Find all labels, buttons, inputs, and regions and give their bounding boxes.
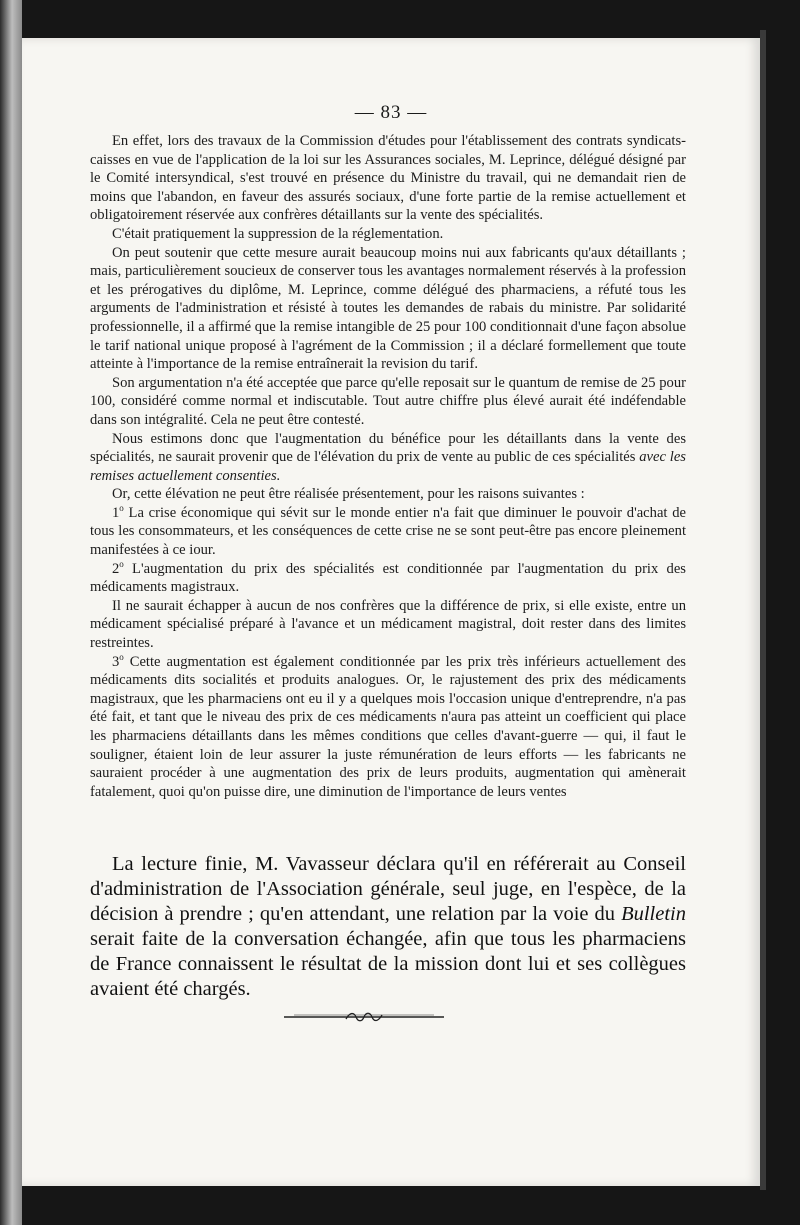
list-item-2-ordinal: o — [119, 558, 124, 569]
list-item-3 — [90, 653, 686, 802]
paragraph-2: C'était pratiquement la suppression de la réglementation. — [112, 225, 444, 242]
closing-text-italic: Bulletin — [621, 903, 686, 925]
list-item-2 — [90, 560, 686, 597]
body-text — [90, 132, 686, 801]
paragraph-1: En effet, lors des travaux de la Commission d'études pour l'établissement des contrats syndicats-caisses en vue de l'application de la loi sur les Assurances sociales, M. Leprince, délégué désigné par le Comité intersyndical, s'est trouvé en présence du Ministre du travail, qui ne demandait rien de moins que l'abandon, en faveur des assurés sociaux, d'une forte partie de la remise actuellement et obligatoirement réservée aux confrères détaillants sur la vente des spécialités. — [90, 133, 686, 224]
page-number: — 83 — — [354, 102, 428, 123]
closing-text-after: serait faite de la conversation échangée, afin que tous les pharmaciens de France connaissent le résultat de la mission dont lui et ses collègues avaient été chargés. — [90, 928, 686, 1000]
previous-page-edge — [0, 0, 22, 1225]
list-item-2-text: L'augmentation du prix des spécialités est conditionnée par l'augmentation du prix des médicaments magistraux. — [90, 560, 686, 596]
list-item-3-ordinal: o — [119, 651, 124, 662]
page-shadow-edge — [760, 30, 766, 1190]
paragraph-4: Son argumentation n'a été acceptée que parce qu'elle reposait sur le quantum de remise de 25 pour 100, considéré comme normal et indiscutable. Tout autre chiffre plus élevé aurait été indéfendable dans son intégralité. Cela ne peut être contesté. — [90, 374, 686, 428]
closing-text-before: La lecture finie, M. Vavasseur déclara qu'il en référerait au Conseil d'administration de l'Association générale, seul juge, en l'espèce, de la décision à prendre ; qu'en attendant, une relation par la voie du — [90, 853, 686, 925]
list-item-3-text: Cette augmentation est également conditionnée par les prix très inférieurs actuellement des médicaments dits socialités et produits analogues. Or, le rajustement des prix des médicaments magistraux, que les pharmaciens ont eu il y a quelques mois l'occasion unique d'entreprendre, n'a pas été fait, et tant que le niveau des prix de ces médicaments n'aura pas atteint un coefficient qui place les pharmaciens détaillants dans les mêmes conditions que celles d'avant-guerre — qui, il faut le souligner, étaient loin de leur assurer la juste rémunération de leurs efforts — les fabricants ne sauraient procéder à une augmentation des prix de leurs produits, augmentation qui amènerait fatalement, quoi qu'on puisse dire, une diminution de l'importance de leurs ventes — [90, 653, 686, 800]
book-page — [22, 38, 760, 1186]
paragraph-6: Or, cette élévation ne peut être réalisée présentement, pour les raisons suivantes : — [112, 486, 585, 503]
closing-paragraph-body — [90, 852, 686, 1002]
list-item-3-number: 3 — [112, 653, 120, 670]
paragraph-5 — [90, 430, 686, 486]
paragraph-3: On peut soutenir que cette mesure aurait beaucoup moins nui aux fabricants qu'aux détaillants ; mais, particulièrement soucieux de conserver tous les avantages normalement réservés à la profession et les prérogatives du diplôme, M. Leprince, comme délégué des pharmaciens, a réfuté tous les arguments de l'administration et résisté à toutes les demandes de rabais du ministre. Par solidarité professionnelle, il a affirmé que la remise intangible de 25 pour 100 conditionnait d'une façon absolue le tarif national unique proposé à l'agrément de la Commission ; il a déclaré formellement que toute atteinte à l'importance de la remise entraînerait la revision du tarif. — [90, 244, 686, 373]
list-item-1-ordinal: o — [119, 503, 124, 514]
list-item-1-number: 1 — [112, 504, 120, 521]
paragraph-5-text: Nous estimons donc que l'augmentation du bénéfice pour les détaillants dans la vente des spécialités, ne saurait provenir que de l'élévation du prix de vente au public de ces spécialités — [90, 430, 686, 466]
closing-paragraph — [90, 852, 686, 1002]
end-flourish-icon — [284, 1010, 444, 1024]
list-item-1 — [90, 504, 686, 560]
paragraph-5-italic: avec les remises actuellement consenties. — [90, 449, 686, 484]
list-item-1-text: La crise économique qui sévit sur le monde entier n'a fait que diminuer le pouvoir d'achat de tous les consommateurs, et les conséquences de cette crise ne se sont peut-être pas encore pleinement manifestées à ce iour. — [90, 504, 686, 559]
list-item-2-number: 2 — [112, 560, 120, 577]
paragraph-7: Il ne saurait échapper à aucun de nos confrères que la différence de prix, si elle existe, entre un médicament spécialisé préparé à l'avance et un médicament magistral, doit rester dans des limites restreintes. — [90, 597, 686, 652]
